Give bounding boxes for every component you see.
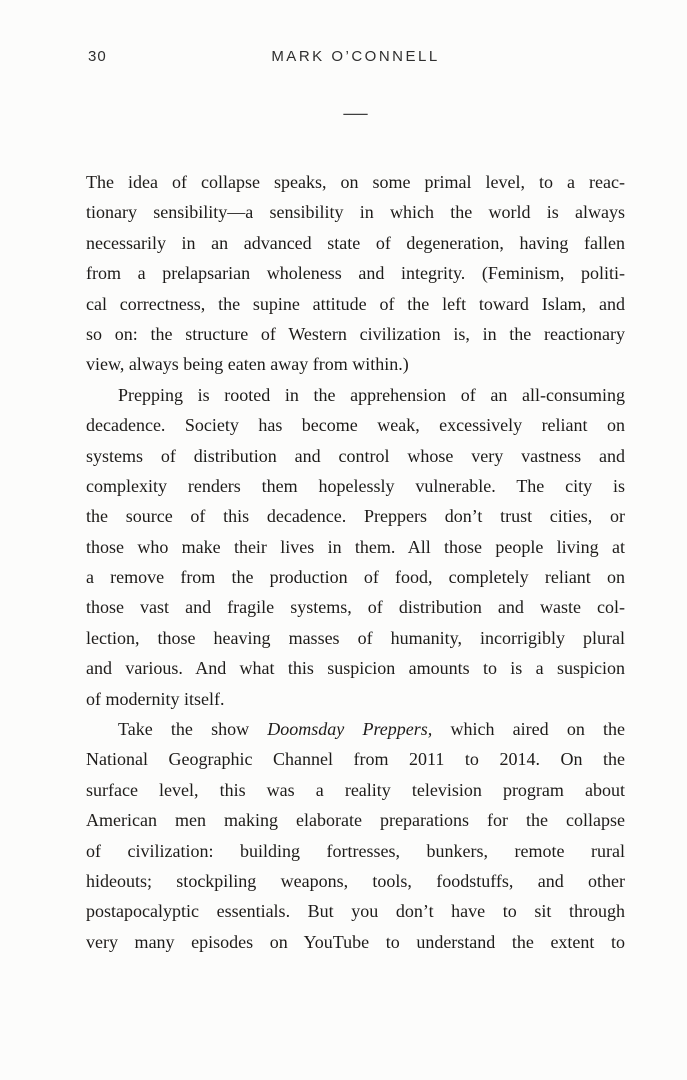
text-line (86, 653, 625, 683)
text-line (86, 349, 625, 379)
body-text-segment: of modernity itself. (86, 688, 225, 709)
text-line (86, 471, 625, 501)
text-line (86, 714, 625, 744)
body-text-segment: very many episodes on YouTube to understand the extent to (86, 931, 625, 952)
body-text-segment: postapocalyptic essentials. But you don’t have to sit through (86, 901, 625, 922)
text-line (86, 167, 625, 197)
section-break-dash: — (343, 100, 368, 126)
body-text (86, 167, 625, 957)
text-line (86, 775, 625, 805)
text-line (86, 258, 625, 288)
text-line (86, 562, 625, 592)
text-line (86, 866, 625, 896)
text-line (86, 532, 625, 562)
text-line (86, 228, 625, 258)
page-header (86, 48, 625, 68)
body-text-segment: lection, those heaving masses of humanity, incorrigibly plural (86, 627, 625, 648)
body-text-segment: American men making elaborate preparations for the collapse (86, 810, 625, 831)
text-line (86, 623, 625, 653)
running-header: MARK O’CONNELL (271, 48, 440, 65)
body-text-segment: a remove from the production of food, completely reliant on (86, 567, 625, 588)
body-text-segment: from a prelapsarian wholeness and integrity. (Feminism, politi- (86, 263, 625, 284)
text-line (86, 410, 625, 440)
text-line (86, 896, 625, 926)
italic-text: Doomsday Preppers, (267, 719, 433, 740)
body-text-segment: tionary sensibility—a sensibility in which the world is always (86, 202, 625, 223)
text-line (86, 836, 625, 866)
text-line (86, 441, 625, 471)
body-text-segment: cal correctness, the supine attitude of the left toward Islam, and (86, 293, 625, 314)
body-text-segment: those vast and fragile systems, of distribution and waste col- (86, 597, 625, 618)
body-text-segment: hideouts; stockpiling weapons, tools, foodstuffs, and other (86, 870, 625, 891)
text-line (86, 319, 625, 349)
body-text-segment: systems of distribution and control whose very vastness and (86, 445, 625, 466)
text-line (86, 289, 625, 319)
text-line (86, 744, 625, 774)
body-text-segment: view, always being eaten away from within.) (86, 354, 409, 375)
body-text-segment: Prepping is rooted in the apprehension of an all-consuming (118, 384, 625, 405)
text-line (86, 592, 625, 622)
body-text-segment: which aired on the (432, 719, 625, 740)
body-text-segment: of civilization: building fortresses, bunkers, remote rural (86, 840, 625, 861)
text-line (86, 197, 625, 227)
body-text-segment: complexity renders them hopelessly vulnerable. The city is (86, 475, 625, 496)
body-text-segment: those who make their lives in them. All those people living at (86, 536, 625, 557)
body-text-segment: so on: the structure of Western civilization is, in the reactionary (86, 323, 625, 344)
text-line (86, 805, 625, 835)
text-line (86, 684, 625, 714)
body-text-segment: the source of this decadence. Preppers don’t trust cities, or (86, 506, 625, 527)
page-number: 30 (88, 48, 107, 65)
body-text-segment: National Geographic Channel from 2011 to 2014. On the (86, 749, 625, 770)
body-text-segment: surface level, this was a reality television program about (86, 779, 625, 800)
text-line (86, 380, 625, 410)
body-text-segment: necessarily in an advanced state of degeneration, having fallen (86, 232, 625, 253)
body-text-segment: The idea of collapse speaks, on some primal level, to a reac- (86, 172, 625, 192)
body-text-segment: decadence. Society has become weak, excessively reliant on (86, 415, 625, 436)
body-text-segment: and various. And what this suspicion amounts to is a suspicion (86, 658, 625, 679)
text-line (86, 927, 625, 957)
text-line (86, 501, 625, 531)
body-text-segment: Take the show (118, 719, 268, 740)
